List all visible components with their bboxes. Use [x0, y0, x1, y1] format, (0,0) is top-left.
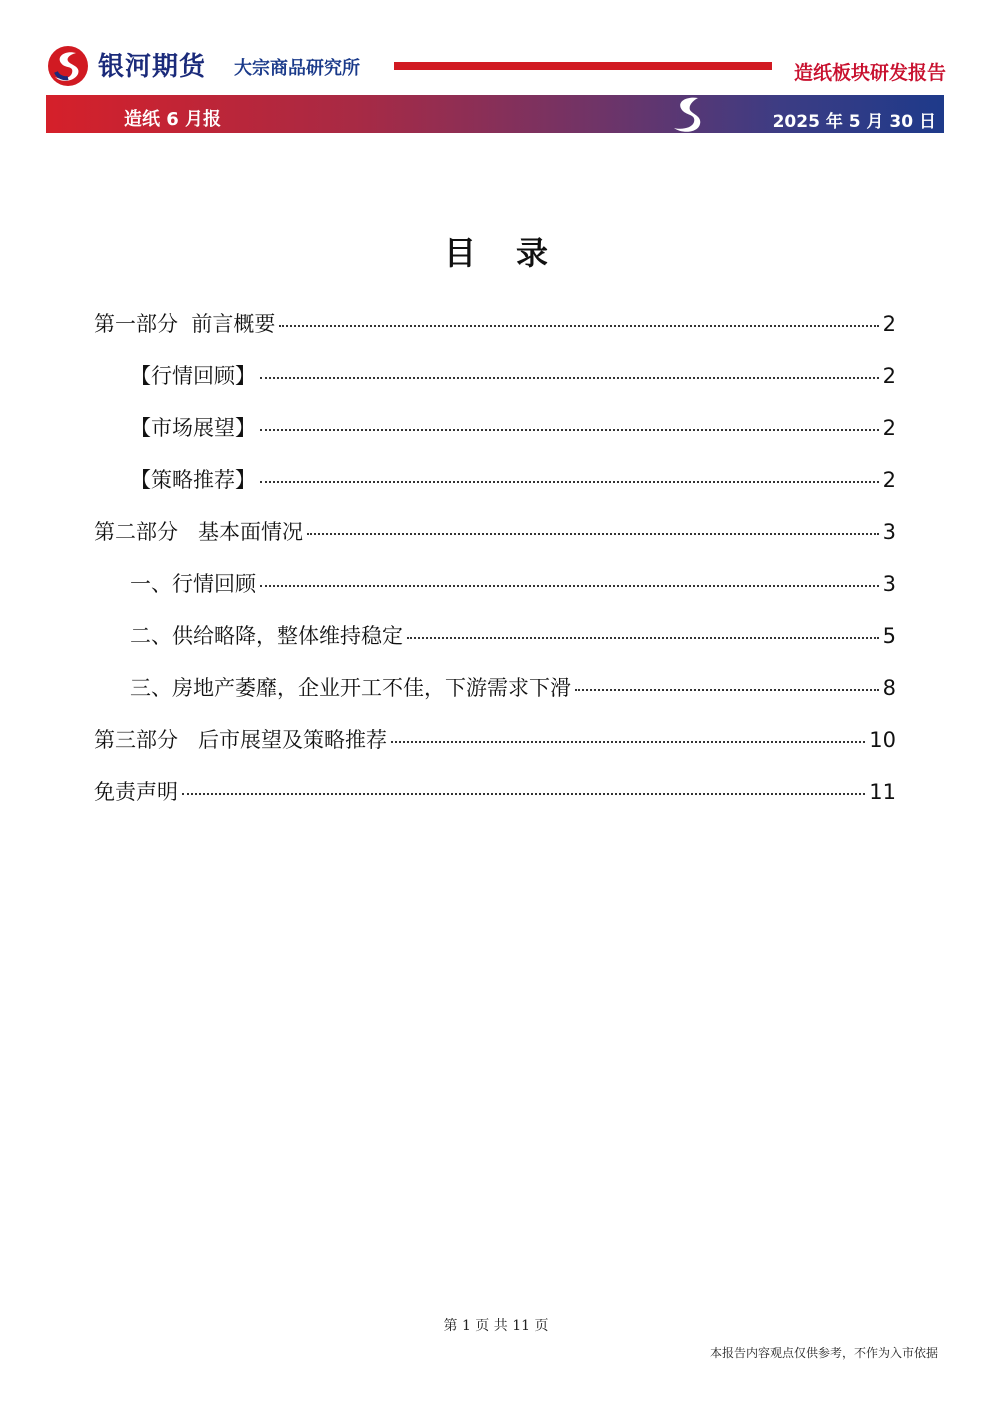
toc-entry-label: 二、供给略降，整体维持稳定: [130, 624, 403, 648]
header-rule: [394, 62, 772, 70]
toc-leader: [279, 325, 878, 327]
report-type: 造纸板块研发报告: [793, 62, 946, 84]
toc-entry[interactable]: [94, 464, 896, 516]
toc-entry[interactable]: [94, 360, 896, 412]
banner-wave-icon: [668, 96, 708, 134]
toc-entry-page: 3: [882, 572, 896, 596]
toc-entry[interactable]: [94, 308, 896, 360]
company-logo-icon: [46, 44, 90, 88]
toc-entry-page: 3: [882, 520, 896, 544]
toc-leader: [260, 377, 879, 379]
toc-entry-page: 10: [869, 728, 896, 752]
toc-entry-page: 2: [882, 468, 896, 492]
banner-title: 造纸 6 月报: [124, 109, 222, 130]
toc-entry[interactable]: [94, 412, 896, 464]
page-indicator: 第 1 页 共 11 页: [443, 1318, 549, 1334]
toc-entry[interactable]: [94, 724, 896, 776]
toc-leader: [307, 533, 879, 535]
toc-entry-page: 11: [869, 780, 896, 804]
toc-entry-label: 第三部分 后市展望及策略推荐: [94, 728, 388, 752]
toc-leader: [575, 689, 879, 691]
toc-leader: [260, 429, 879, 431]
toc-entry-label: 【策略推荐】: [130, 468, 256, 492]
toc-entry-label: 一、行情回顾: [130, 572, 256, 596]
table-of-contents: [94, 308, 896, 828]
toc-entry-label: 第一部分 前言概要: [94, 312, 276, 336]
toc-entry[interactable]: [94, 568, 896, 620]
toc-entry[interactable]: [94, 776, 896, 828]
footer-disclaimer: 本报告内容观点仅供参考，不作为入市依据: [709, 1346, 938, 1360]
toc-entry-page: 5: [882, 624, 896, 648]
toc-entry[interactable]: [94, 672, 896, 724]
toc-entry-page: 2: [882, 364, 896, 388]
toc-leader: [260, 481, 879, 483]
toc-entry-label: 免责声明: [94, 780, 178, 804]
toc-entry-page: 2: [882, 312, 896, 336]
toc-leader: [260, 585, 879, 587]
toc-entry-page: 2: [882, 416, 896, 440]
report-date: 2025 年 5 月 30 日: [772, 112, 936, 132]
toc-entry-label: 第二部分 基本面情况: [94, 520, 304, 544]
toc-entry-label: 三、房地产萎靡，企业开工不佳，下游需求下滑: [130, 676, 571, 700]
institute-name: 大宗商品研究所: [234, 58, 360, 79]
toc-entry-label: 【行情回顾】: [130, 364, 256, 388]
toc-leader: [407, 637, 879, 639]
toc-entry[interactable]: [94, 516, 896, 568]
toc-heading: 目录: [443, 234, 588, 272]
toc-leader: [182, 793, 865, 795]
company-name: 银河期货: [98, 52, 207, 82]
toc-entry[interactable]: [94, 620, 896, 672]
toc-entry-label: 【市场展望】: [130, 416, 256, 440]
toc-entry-page: 8: [882, 676, 896, 700]
toc-leader: [391, 741, 865, 743]
